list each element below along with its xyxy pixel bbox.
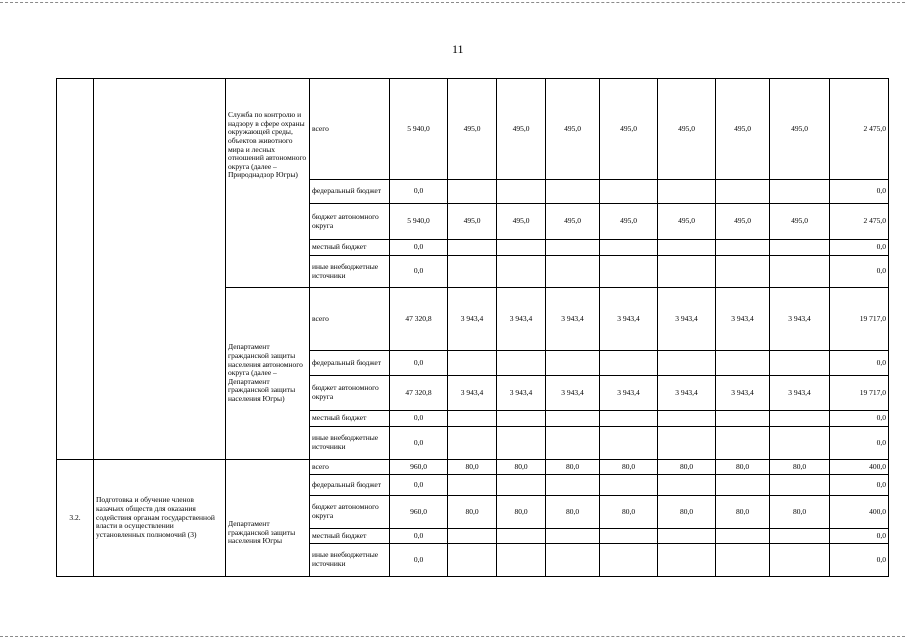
item-name-cell	[94, 79, 226, 460]
year-amount-cell	[600, 411, 658, 427]
year-amount-cell	[770, 529, 830, 544]
year-amount-cell	[600, 427, 658, 460]
total-amount-cell: 0,0	[390, 240, 448, 256]
period-total-cell: 19 717,0	[830, 376, 889, 411]
period-total-cell: 400,0	[830, 460, 889, 475]
total-amount-cell: 0,0	[390, 351, 448, 376]
executor-cell: Департамент гражданской защиты населения автономного округа (далее – Департамент гражданской защиты населения Югры)	[226, 288, 310, 460]
year-amount-cell: 495,0	[716, 79, 770, 180]
year-amount-cell	[448, 411, 497, 427]
year-amount-cell: 495,0	[497, 79, 546, 180]
period-total-cell: 19 717,0	[830, 288, 889, 351]
funding-table	[56, 78, 889, 577]
year-amount-cell: 3 943,4	[716, 376, 770, 411]
period-total-cell: 2 475,0	[830, 204, 889, 240]
year-amount-cell	[600, 529, 658, 544]
year-amount-cell: 3 943,4	[497, 376, 546, 411]
total-amount-cell: 960,0	[390, 496, 448, 529]
year-amount-cell	[448, 351, 497, 376]
period-total-cell: 0,0	[830, 411, 889, 427]
period-total-cell: 2 475,0	[830, 79, 889, 180]
period-total-cell: 400,0	[830, 496, 889, 529]
year-amount-cell	[600, 240, 658, 256]
year-amount-cell	[546, 529, 600, 544]
year-amount-cell: 495,0	[658, 79, 716, 180]
year-amount-cell: 3 943,4	[716, 288, 770, 351]
period-total-cell: 0,0	[830, 427, 889, 460]
year-amount-cell	[600, 544, 658, 577]
funding-source-cell: федеральный бюджет	[310, 475, 390, 496]
total-amount-cell: 47 320,8	[390, 288, 448, 351]
year-amount-cell: 495,0	[600, 79, 658, 180]
year-amount-cell	[497, 240, 546, 256]
year-amount-cell: 80,0	[658, 496, 716, 529]
item-number-cell: 3.2.	[57, 460, 94, 577]
year-amount-cell: 80,0	[546, 496, 600, 529]
year-amount-cell	[716, 256, 770, 288]
year-amount-cell	[448, 240, 497, 256]
year-amount-cell	[658, 529, 716, 544]
year-amount-cell	[497, 475, 546, 496]
year-amount-cell	[770, 427, 830, 460]
total-amount-cell: 0,0	[390, 544, 448, 577]
year-amount-cell: 3 943,4	[658, 288, 716, 351]
year-amount-cell	[546, 240, 600, 256]
total-amount-cell: 5 940,0	[390, 79, 448, 180]
scan-edge-top	[0, 2, 905, 3]
year-amount-cell: 80,0	[716, 460, 770, 475]
year-amount-cell: 495,0	[716, 204, 770, 240]
year-amount-cell: 3 943,4	[448, 288, 497, 351]
year-amount-cell: 3 943,4	[658, 376, 716, 411]
year-amount-cell: 3 943,4	[770, 376, 830, 411]
funding-source-cell: иные внебюджетные источники	[310, 544, 390, 577]
year-amount-cell	[716, 180, 770, 204]
total-amount-cell: 0,0	[390, 529, 448, 544]
funding-source-cell: местный бюджет	[310, 411, 390, 427]
year-amount-cell: 3 943,4	[448, 376, 497, 411]
period-total-cell: 0,0	[830, 180, 889, 204]
funding-source-cell: федеральный бюджет	[310, 180, 390, 204]
year-amount-cell	[448, 256, 497, 288]
year-amount-cell: 80,0	[497, 496, 546, 529]
funding-source-cell: бюджет автономного округа	[310, 496, 390, 529]
year-amount-cell: 495,0	[448, 204, 497, 240]
total-amount-cell: 0,0	[390, 256, 448, 288]
funding-source-cell: всего	[310, 460, 390, 475]
year-amount-cell	[770, 475, 830, 496]
year-amount-cell	[546, 180, 600, 204]
executor-cell: Служба по контролю и надзору в сфере охраны окружающей среды, объектов животного мира и лесных отношений автономного округа (далее – Природнадзор Югры)	[226, 79, 310, 288]
year-amount-cell	[770, 411, 830, 427]
year-amount-cell	[448, 180, 497, 204]
period-total-cell: 0,0	[830, 240, 889, 256]
total-amount-cell: 960,0	[390, 460, 448, 475]
year-amount-cell	[600, 351, 658, 376]
year-amount-cell	[658, 411, 716, 427]
year-amount-cell: 3 943,4	[546, 376, 600, 411]
funding-source-cell: иные внебюджетные источники	[310, 256, 390, 288]
table-row	[57, 79, 889, 180]
funding-source-cell: всего	[310, 79, 390, 180]
year-amount-cell: 80,0	[716, 496, 770, 529]
period-total-cell: 0,0	[830, 256, 889, 288]
executor-cell: Департамент гражданской защиты населения Югры	[226, 460, 310, 577]
year-amount-cell	[658, 351, 716, 376]
year-amount-cell	[546, 411, 600, 427]
period-total-cell: 0,0	[830, 544, 889, 577]
year-amount-cell	[770, 544, 830, 577]
year-amount-cell	[497, 411, 546, 427]
funding-source-cell: местный бюджет	[310, 529, 390, 544]
year-amount-cell	[497, 427, 546, 460]
year-amount-cell: 80,0	[497, 460, 546, 475]
total-amount-cell: 5 940,0	[390, 204, 448, 240]
year-amount-cell	[716, 411, 770, 427]
item-number-cell	[57, 79, 94, 460]
year-amount-cell	[546, 427, 600, 460]
funding-source-cell: местный бюджет	[310, 240, 390, 256]
year-amount-cell	[716, 240, 770, 256]
year-amount-cell	[546, 544, 600, 577]
year-amount-cell	[448, 529, 497, 544]
year-amount-cell	[658, 544, 716, 577]
year-amount-cell	[497, 351, 546, 376]
period-total-cell: 0,0	[830, 351, 889, 376]
item-name-cell: Подготовка и обучение членов казачьих обществ для оказания содействия органам государственной власти в осуществлении установленных полномочий (3)	[94, 460, 226, 577]
year-amount-cell	[497, 180, 546, 204]
year-amount-cell	[600, 256, 658, 288]
total-amount-cell: 47 320,8	[390, 376, 448, 411]
year-amount-cell	[497, 544, 546, 577]
funding-source-cell: федеральный бюджет	[310, 351, 390, 376]
period-total-cell: 0,0	[830, 475, 889, 496]
year-amount-cell: 80,0	[448, 460, 497, 475]
year-amount-cell: 80,0	[546, 460, 600, 475]
year-amount-cell	[716, 475, 770, 496]
year-amount-cell	[448, 475, 497, 496]
year-amount-cell: 495,0	[546, 79, 600, 180]
year-amount-cell: 495,0	[546, 204, 600, 240]
year-amount-cell: 80,0	[600, 496, 658, 529]
funding-source-cell: бюджет автономного округа	[310, 204, 390, 240]
year-amount-cell	[448, 544, 497, 577]
total-amount-cell: 0,0	[390, 411, 448, 427]
year-amount-cell	[716, 351, 770, 376]
scan-edge-bottom	[0, 636, 905, 637]
year-amount-cell: 3 943,4	[497, 288, 546, 351]
total-amount-cell: 0,0	[390, 180, 448, 204]
period-total-cell: 0,0	[830, 529, 889, 544]
year-amount-cell	[600, 475, 658, 496]
year-amount-cell: 495,0	[497, 204, 546, 240]
year-amount-cell	[448, 427, 497, 460]
year-amount-cell	[716, 529, 770, 544]
year-amount-cell: 495,0	[448, 79, 497, 180]
year-amount-cell: 495,0	[770, 79, 830, 180]
year-amount-cell: 495,0	[658, 204, 716, 240]
year-amount-cell: 80,0	[600, 460, 658, 475]
year-amount-cell	[497, 529, 546, 544]
year-amount-cell: 80,0	[770, 496, 830, 529]
year-amount-cell	[770, 256, 830, 288]
year-amount-cell	[497, 256, 546, 288]
page-number: 11	[452, 42, 464, 56]
year-amount-cell	[546, 351, 600, 376]
funding-source-cell: иные внебюджетные источники	[310, 427, 390, 460]
year-amount-cell	[546, 475, 600, 496]
year-amount-cell	[546, 256, 600, 288]
year-amount-cell	[658, 427, 716, 460]
year-amount-cell	[770, 351, 830, 376]
year-amount-cell: 80,0	[658, 460, 716, 475]
year-amount-cell	[658, 240, 716, 256]
year-amount-cell	[600, 180, 658, 204]
year-amount-cell: 495,0	[770, 204, 830, 240]
year-amount-cell: 3 943,4	[600, 376, 658, 411]
year-amount-cell: 80,0	[448, 496, 497, 529]
year-amount-cell: 3 943,4	[770, 288, 830, 351]
year-amount-cell	[770, 240, 830, 256]
year-amount-cell	[716, 427, 770, 460]
year-amount-cell	[770, 180, 830, 204]
table-row	[57, 460, 889, 475]
total-amount-cell: 0,0	[390, 427, 448, 460]
year-amount-cell: 3 943,4	[600, 288, 658, 351]
year-amount-cell	[716, 544, 770, 577]
year-amount-cell	[658, 256, 716, 288]
year-amount-cell: 3 943,4	[546, 288, 600, 351]
funding-source-cell: всего	[310, 288, 390, 351]
year-amount-cell: 495,0	[600, 204, 658, 240]
year-amount-cell	[658, 180, 716, 204]
year-amount-cell: 80,0	[770, 460, 830, 475]
total-amount-cell: 0,0	[390, 475, 448, 496]
funding-source-cell: бюджет автономного округа	[310, 376, 390, 411]
year-amount-cell	[658, 475, 716, 496]
